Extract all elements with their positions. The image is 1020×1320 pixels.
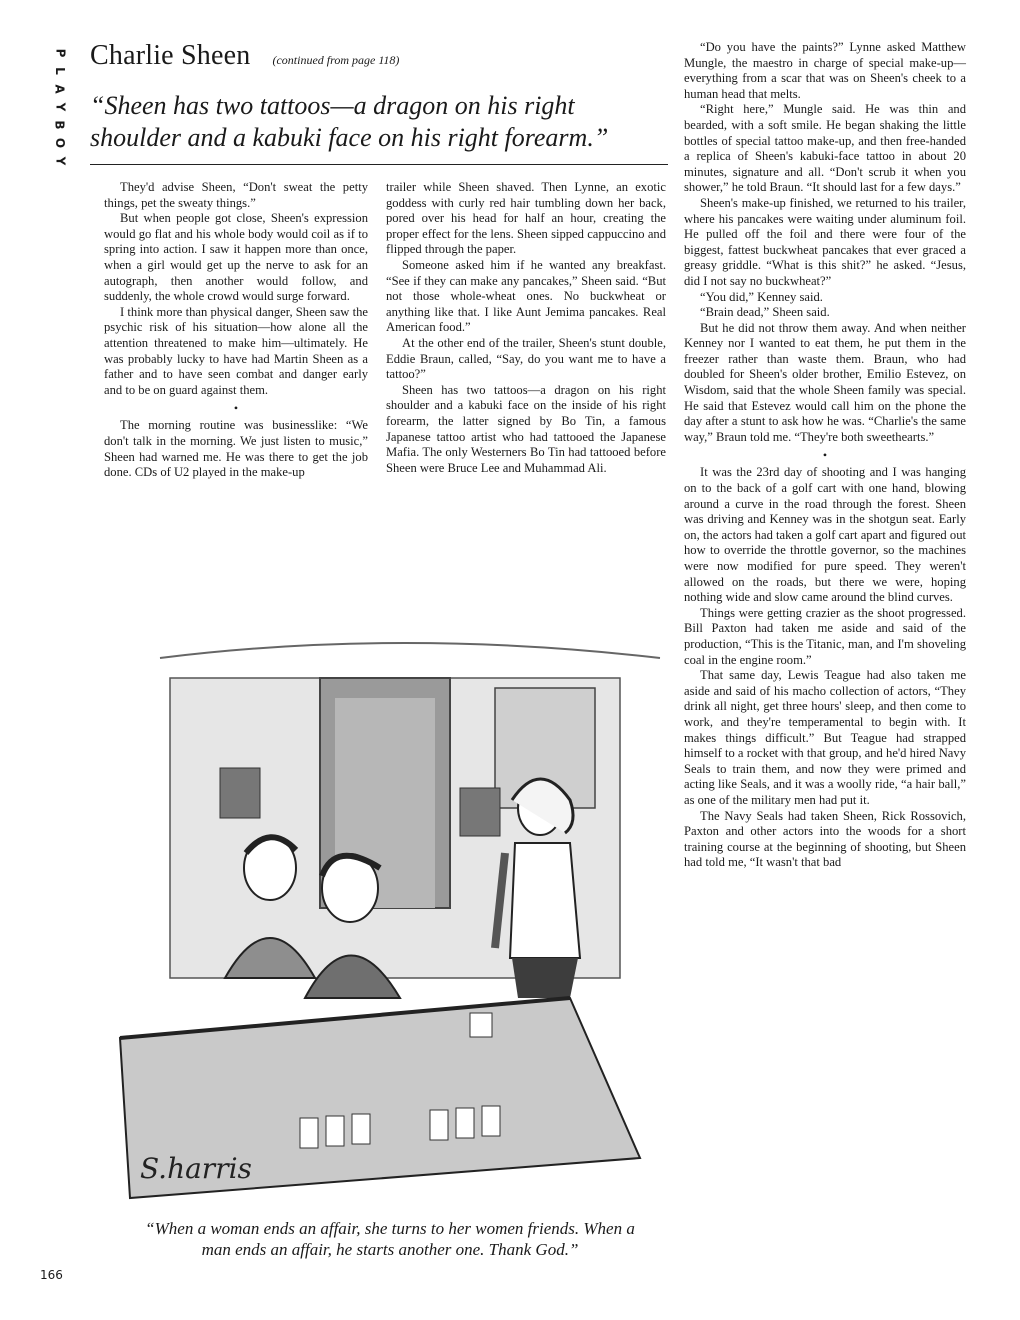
paragraph: “Right here,” Mungle said. He was thin and bearded, with a soft smile. He began shaking the little bottles of special tattoo make-up, and then free-handed a replica of Sheen's kabuki-face tattoo in about 20 minutes, signature and all. “Don't scrub it when you shower,” he told Braun. “It should last for a few days.” [684, 102, 966, 195]
masthead-letter: L [53, 67, 67, 75]
masthead-letter: Y [52, 156, 67, 166]
text-column-3 [684, 40, 966, 871]
section-break-bullet: • [233, 401, 239, 416]
paragraph: Someone asked him if he wanted any breakfast. “See if they can make any pancakes,” Sheen said. “But not those whole-wheat ones. No buckwheat or anything like that. I like Aunt Jemima pancakes. Real American food.” [386, 257, 666, 335]
wall-picture-left [220, 768, 260, 818]
wall-picture-right [460, 788, 500, 836]
pull-quote: “Sheen has two tattoos—a dragon on his right shoulder and a kabuki face on his right forearm.” [90, 91, 609, 152]
vertical-masthead [50, 44, 70, 170]
masthead-letter: A [52, 84, 67, 94]
paragraph: Sheen's make-up finished, we returned to his trailer, where his pancakes were waiting under aluminum foil. He pulled off the foil and there were four of the biggest, fattest buckwheat pancakes that ever graced a greasy griddle. “What is this shit?” he asked. “Jesus, did I not say no buckwheat?” [684, 195, 966, 288]
paragraph: But when people got close, Sheen's expression would go flat and his whole body would coil as if to spring into action. I saw it happen more than once, when a girl would get up the nerve to ask for an autograph, then another would follow, and suddenly, the whole crowd would surge forward. [104, 211, 368, 304]
continued-note: (continued from page 118) [272, 53, 400, 67]
paragraph: “You did,” Kenney said. [700, 289, 823, 304]
article-title: Charlie Sheen [90, 40, 251, 71]
text-column-2 [386, 180, 666, 476]
masthead-letter: O [52, 137, 67, 149]
paragraph: They'd advise Sheen, “Don't sweat the petty things, pet the sweaty things.” [104, 180, 368, 210]
paragraph: But he did not throw them away. And when neither Kenney nor I wanted to eat them, he put them in the freezer rather than waste them. Braun, who had doubled for Sheen's older brother, Emilio Estevez, on Wisdom, said that the whole Sheen family was special. He said that Estevez would call him on the phone the day after a stunt to ask how he was. “Charlie's the same way,” Braun told me. “They're both sweethearts.” [684, 320, 966, 444]
article-header [90, 40, 670, 72]
paragraph: The morning routine was businesslike: “We don't talk in the morning. We just listen to music,” Sheen had warned me. He was there to get the job done. CDs of U2 played in the make-up [104, 418, 368, 480]
cartoonist-signature: S.harris [140, 1152, 252, 1185]
paragraph: Sheen has two tattoos—a dragon on his right shoulder and a kabuki face on the inside of his right forearm, the latter signed by Bo Tin, a famous Japanese tattoo artist who had tattooed the Japanese Mafia. The only Westerners Bo Tin had tattooed before Sheen were Bruce Lee and Muhammad Ali. [386, 382, 666, 475]
paragraph: I think more than physical danger, Sheen saw the psychic risk of his situation—how alone all the attention threatened to make him—ultimately. He was probably lucky to have had Martin Sheen as a father and to have seen combat and danger early and to be on guard against them. [104, 304, 368, 397]
masthead-letter: B [53, 120, 67, 130]
paragraph: “Brain dead,” Sheen said. [700, 305, 830, 320]
paragraph: It was the 23rd day of shooting and I was hanging on to the back of a golf cart with one hand, blowing around a curve in the road through the forest. Sheen was driving and Kenney was in the shotgun seat. Early on, the actors had taken a golf cart apart and figured out how to override the throttle governor, so the machines were now modified for pure speed. They weren't allowed on the roads, but there we were, hoping nothing wide and slow came around the blind curves. [684, 465, 966, 605]
paragraph: At the other end of the trailer, Sheen's stunt double, Eddie Braun, called, “Say, do you want me to have a tattoo?” [386, 335, 666, 382]
drink-glass [470, 1013, 492, 1037]
page-number: 166 [40, 1268, 63, 1282]
paragraph: Things were getting crazier as the shoot progressed. Bill Paxton had taken me aside and said of the production, “This is the Titanic, man, and I'm shoveling coal in the engine room.” [684, 605, 966, 667]
pull-quote-rule [90, 164, 668, 165]
paragraph: That same day, Lewis Teague had also taken me aside and said of his macho collection of actors, “They drink all night, get three hours' sleep, and then come to work, and they're temperamental to begin with. It makes things difficult.” But Teague had strapped himself to a rocket with that group, and he'd hired Navy Seals to train them, and now they were primed and acting like Seals, and it was a woolly ride, “a hair ball,” as one of the military men had put it. [684, 668, 966, 807]
ceiling-line [160, 643, 660, 658]
text-column-1 [104, 180, 368, 481]
paragraph: “Do you have the paints?” Lynne asked Matthew Mungle, the maestro in charge of special make-up—everything from a scar that was on Sheen's cheek to a human head that melts. [684, 40, 966, 101]
section-break-bullet: • [822, 448, 828, 463]
cartoon-caption: “When a woman ends an affair, she turns to her women friends. When a man ends an affair, he starts another one. Thank God.” [145, 1219, 635, 1259]
paragraph: The Navy Seals had taken Sheen, Rick Rossovich, Paxton and other actors into the woods for a short training course at the beginning of shooting, but Sheen had told me, “It wasn't that bad [684, 808, 966, 870]
masthead-letter: P [52, 48, 67, 58]
masthead-letter: Y [52, 102, 67, 112]
cartoon-illustration [100, 618, 670, 1214]
paragraph: trailer while Sheen shaved. Then Lynne, an exotic goddess with curly red hair tumbling down her back, pored over his head for half an hour, creating the proper effect for the lens. Sheen sipped cappuccino and flipped through the paper. [386, 180, 666, 257]
